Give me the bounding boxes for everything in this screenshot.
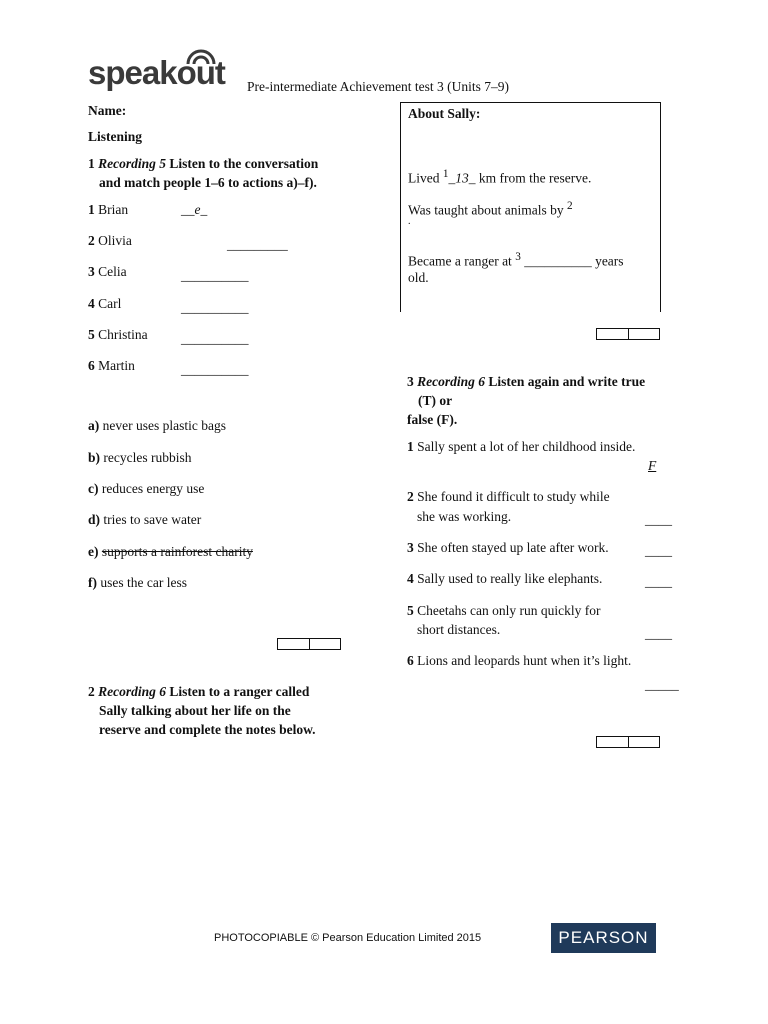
person-row: 2 Olivia [88,233,132,248]
tf-item: 1 Sally spent a lot of her childhood inside. [407,439,636,454]
q3-instruction-line1: 3 Recording 6 Listen again and write true [407,374,646,389]
logo-wordmark: speakout [88,54,225,91]
tf-item-cont: she was working. [417,509,512,524]
note-line-2-dot: . [408,216,411,227]
tf-item: 2 She found it difficult to study while [407,489,610,504]
tf-answer: F [648,458,657,473]
tf-item: 5 Cheetahs can only run quickly for [407,603,601,618]
q1-instruction-line1: 1 Recording 5 Listen to the conversation [88,156,319,171]
tf-answer: ____ [645,543,672,558]
box-title: About Sally: [408,106,481,121]
tf-answer: _____ [645,677,679,692]
person-row: 1 Brian [88,202,129,217]
q3-instruction-line3: false (F). [407,412,458,427]
person-row: 3 Celia [88,264,127,279]
action-item: c) reduces energy use [88,481,205,496]
person-answer: _________ [227,237,288,252]
action-item: b) recycles rubbish [88,450,192,465]
note-line-3: Became a ranger at $^3$ __________ years [408,251,624,269]
person-row: 5 Christina [88,327,148,342]
note-line-2: Was taught about animals by $^2$ [408,200,573,218]
person-answer: __________ [181,362,249,377]
person-row: 6 Martin [88,358,135,373]
score-box-q3 [596,736,660,748]
action-item: e) supports a rainforest charity [88,544,253,559]
speakout-logo [88,46,248,90]
note-line-1: Lived $^1$_13_ km from the reserve. [408,168,592,186]
q2-instruction-line1: 2 Recording 6 Listen to a ranger called [88,684,310,699]
person-row: 4 Carl [88,296,122,311]
q2-instruction-line2: Sally talking about her life on the [99,703,291,718]
person-answer: __________ [181,331,249,346]
tf-answer: ____ [645,574,672,589]
score-box-q2 [596,328,660,340]
test-subtitle: Pre-intermediate Achievement test 3 (Units 7–9) [247,79,510,94]
tf-answer: ____ [645,512,672,527]
person-answer: __________ [181,268,249,283]
note-line-3b: old. [408,270,429,285]
action-item: d) tries to save water [88,512,202,527]
copyright-footer: PHOTOCOPIABLE © Pearson Education Limited 2015 [214,932,482,944]
tf-answer: ____ [645,626,672,641]
score-box-q1 [277,638,341,650]
tf-item: 3 She often stayed up late after work. [407,540,609,555]
q3-instruction-line2: (T) or [418,393,453,408]
tf-item: 6 Lions and leopards hunt when it’s light. [407,653,632,668]
action-item: f) uses the car less [88,575,187,590]
q1-instruction-line2: and match people 1–6 to actions a)–f). [99,175,317,190]
action-item: a) never uses plastic bags [88,418,226,433]
tf-item: 4 Sally used to really like elephants. [407,571,603,586]
q2-instruction-line3: reserve and complete the notes below. [99,722,316,737]
person-answer: __________ [181,300,249,315]
section-heading: Listening [88,129,143,144]
name-label: Name: [88,103,127,118]
person-answer: __e_ [181,202,208,217]
pearson-logo: PEARSON [551,923,656,953]
tf-item-cont: short distances. [417,622,501,637]
